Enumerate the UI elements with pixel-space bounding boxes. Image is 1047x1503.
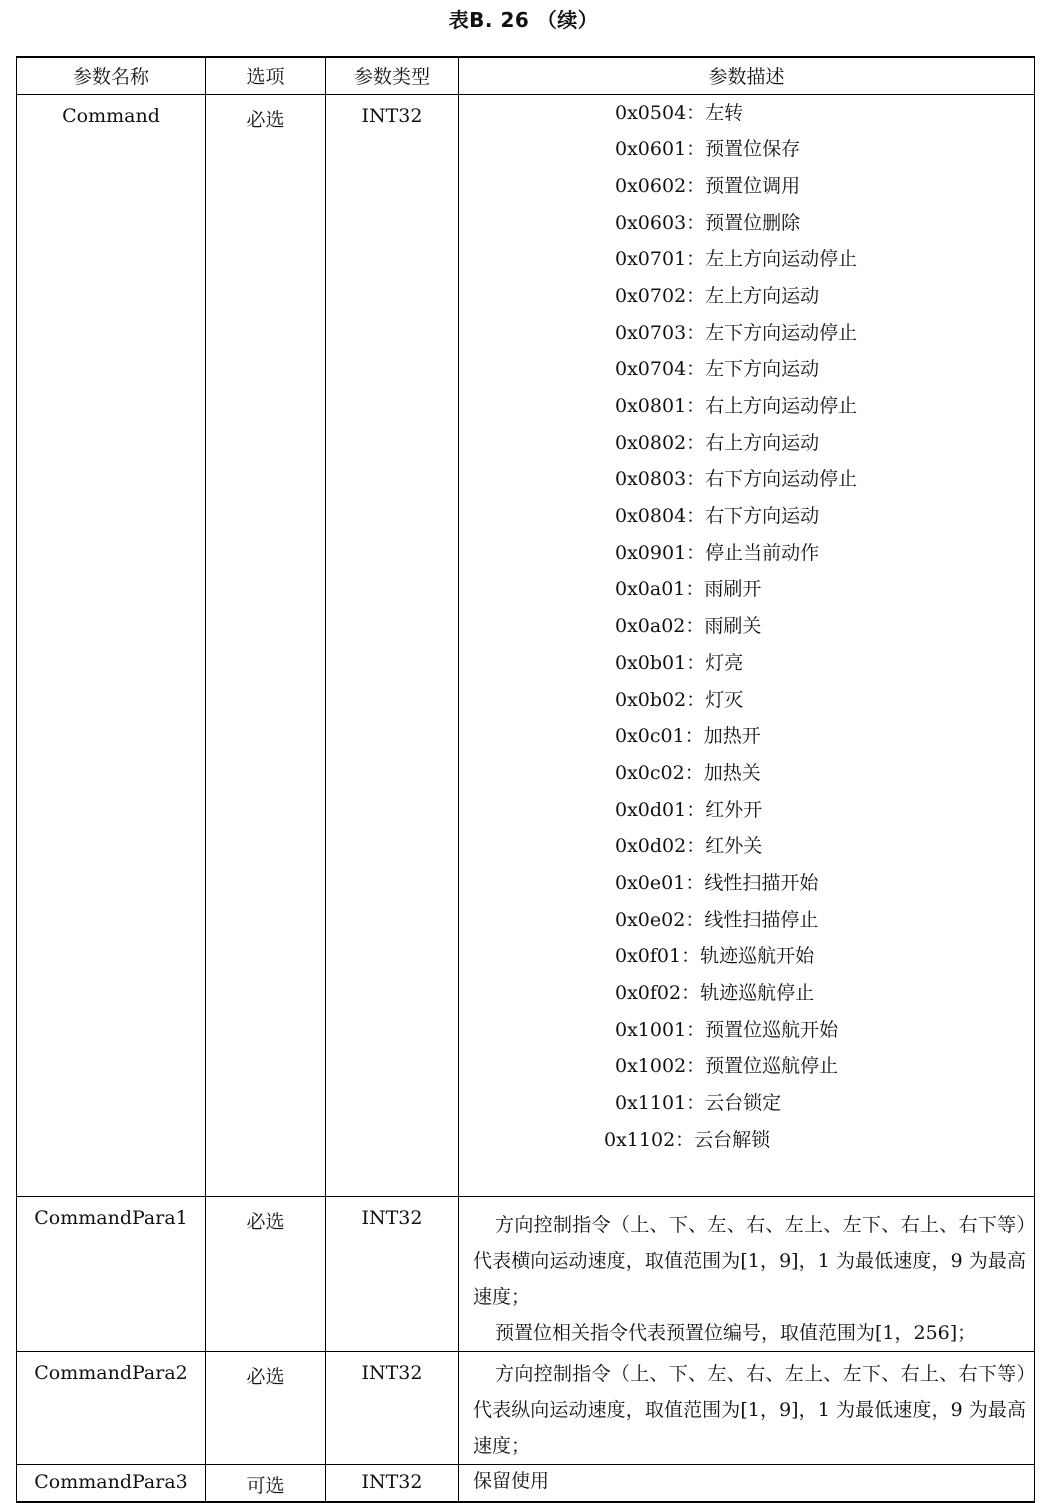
command-code-item: 0x0d02：红外关 xyxy=(615,835,763,858)
param-name: Command xyxy=(62,104,160,127)
command-code-list xyxy=(459,95,1034,1165)
param-type: INT32 xyxy=(361,1361,423,1384)
param-description: 预置位相关指令代表预置位编号，取值范围为[1，256]； xyxy=(495,1321,977,1344)
command-code-item: 0x0704：左下方向运动 xyxy=(615,358,820,381)
table-caption: 表B. 26 （续） xyxy=(448,8,599,32)
command-code-item: 0x0601：预置位保存 xyxy=(615,138,801,161)
command-code-item: 0x0f02：轨迹巡航停止 xyxy=(615,982,815,1004)
param-option: 可选 xyxy=(246,1474,285,1497)
param-type: INT32 xyxy=(361,1470,423,1493)
command-code-item: 0x0b02：灯灭 xyxy=(615,688,744,711)
header-param-desc: 参数描述 xyxy=(459,57,1035,94)
command-code-item: 0x0701：左上方向运动停止 xyxy=(615,248,858,271)
header-param-type: 参数类型 xyxy=(326,57,459,94)
command-code-item: 0x0901：停止当前动作 xyxy=(615,541,820,564)
command-code-item: 0x0a02：雨刷关 xyxy=(615,615,762,638)
param-name: CommandPara1 xyxy=(34,1206,188,1229)
command-code-item: 0x0c02：加热关 xyxy=(615,761,761,784)
command-code-item: 0x0b01：灯亮 xyxy=(615,651,744,674)
param-option: 必选 xyxy=(246,1210,285,1233)
param-name: CommandPara2 xyxy=(34,1361,188,1384)
table-row-command-para3 xyxy=(17,1464,1035,1502)
param-option: 必选 xyxy=(246,1365,285,1388)
command-code-item: 0x0802：右上方向运动 xyxy=(615,431,820,454)
param-type: INT32 xyxy=(361,1206,423,1229)
param-description: 方向控制指令（上、下、左、右、左上、左下、右上、右下等）代表纵向运动速度，取值范围为[1，9]，1 为最低速度，9 为最高速度； xyxy=(473,1362,1026,1457)
command-code-item: 0x0e02：线性扫描停止 xyxy=(615,908,819,931)
table-row-command xyxy=(17,94,1035,1196)
command-code-item: 0x0801：右上方向运动停止 xyxy=(615,395,858,417)
command-code-item: 0x1101：云台锁定 xyxy=(615,1092,782,1115)
command-code-item: 0x0d01：红外开 xyxy=(615,798,763,821)
command-code-item: 0x0f01：轨迹巡航开始 xyxy=(615,945,815,968)
command-code-item: 0x1102：云台解锁 xyxy=(604,1128,771,1151)
command-code-item: 0x0702：左上方向运动 xyxy=(615,284,820,307)
command-code-item: 0x0602：预置位调用 xyxy=(615,174,801,197)
param-description: 保留使用 xyxy=(473,1469,550,1492)
command-code-item: 0x0e01：线性扫描开始 xyxy=(615,871,819,894)
param-option: 必选 xyxy=(246,108,285,131)
header-option: 选项 xyxy=(206,57,326,94)
param-name: CommandPara3 xyxy=(34,1470,188,1493)
command-code-item: 0x0804：右下方向运动 xyxy=(615,505,820,528)
table-header-row xyxy=(17,57,1035,94)
table-row-command-para1 xyxy=(17,1196,1035,1351)
command-code-item: 0x1001：预置位巡航开始 xyxy=(615,1018,839,1041)
param-type: INT32 xyxy=(361,104,423,127)
command-code-item: 0x1002：预置位巡航停止 xyxy=(615,1055,839,1078)
command-code-item: 0x0603：预置位删除 xyxy=(615,211,801,234)
param-description: 方向控制指令（上、下、左、右、左上、左下、右上、右下等）代表横向运动速度，取值范围为[1，9]，1 为最低速度，9 为最高速度； xyxy=(473,1213,1026,1308)
command-code-item: 0x0a01：雨刷开 xyxy=(615,578,762,601)
command-code-item: 0x0504：左转 xyxy=(615,101,744,124)
command-code-item: 0x0803：右下方向运动停止 xyxy=(615,468,858,491)
command-code-item: 0x0703：左下方向运动停止 xyxy=(615,321,858,344)
parameter-table xyxy=(16,56,1035,1503)
header-param-name: 参数名称 xyxy=(17,57,206,94)
table-row-command-para2 xyxy=(17,1351,1035,1464)
command-code-item: 0x0c01：加热开 xyxy=(615,725,761,748)
